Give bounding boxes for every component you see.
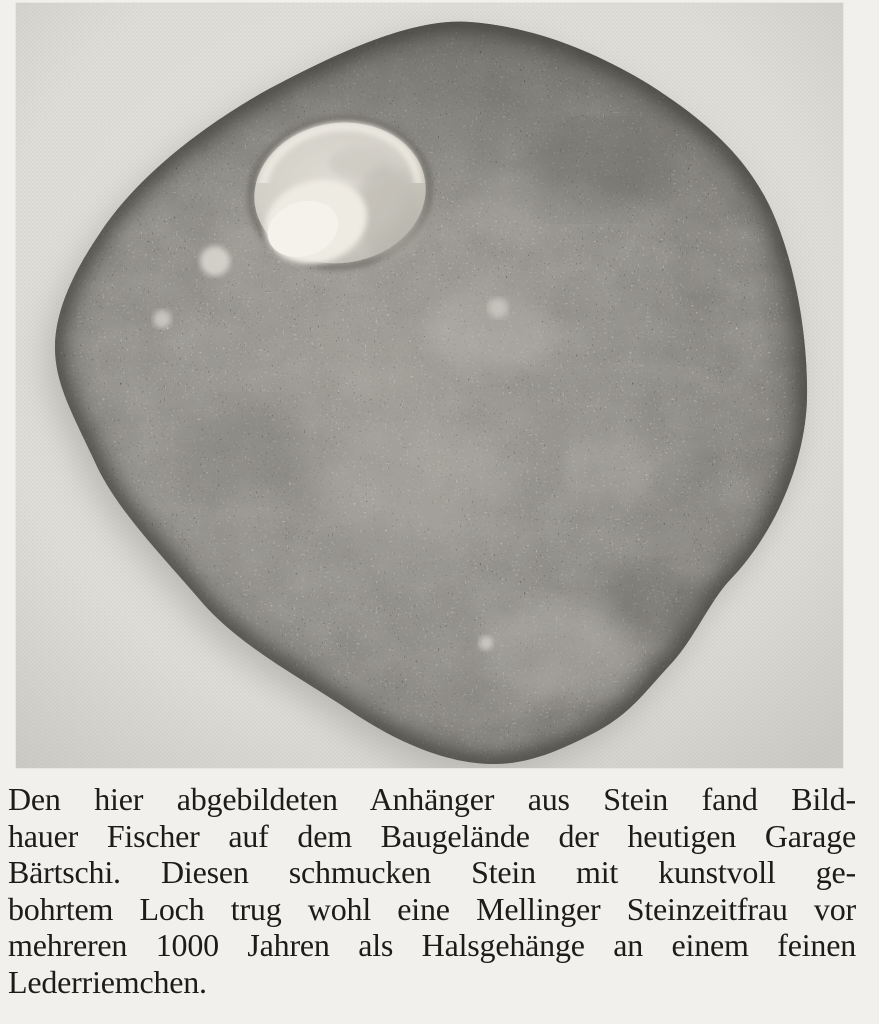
caption-line: Lederriemchen. — [8, 963, 207, 1000]
caption-line: bohrtem Loch trug wohl eine Mellinger Steinzeitfrau vor — [8, 890, 856, 927]
caption-line: Bärtschi. Diesen schmucken Stein mit kunstvoll ge- — [8, 854, 856, 891]
white-speck — [488, 298, 508, 318]
white-speck — [479, 636, 493, 650]
photograph-canvas — [16, 3, 843, 768]
caption — [8, 781, 856, 1001]
white-speck — [153, 310, 171, 328]
white-speck — [200, 246, 230, 276]
caption-line: Den hier abgebildeten Anhänger aus Stein fand Bild- — [8, 781, 856, 817]
stone-pendant-photograph — [16, 3, 843, 768]
caption-line: mehreren 1000 Jahren als Halsgehänge an einem feinen — [8, 927, 856, 964]
caption-line: hauer Fischer auf dem Baugelände der heutigen Garage — [8, 817, 856, 854]
